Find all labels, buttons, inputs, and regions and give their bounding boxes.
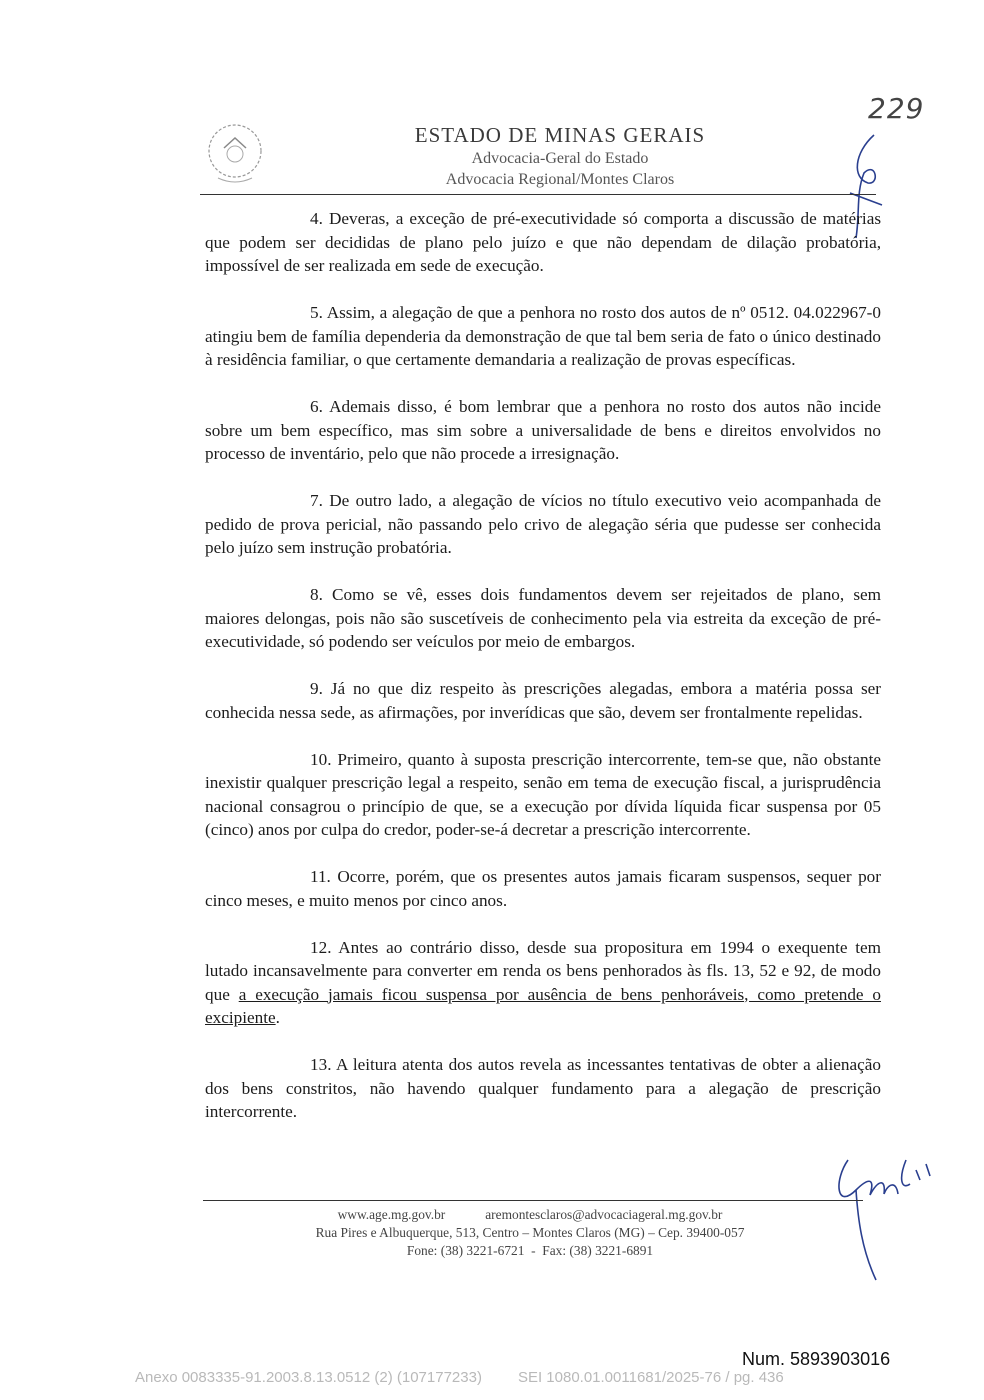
paragraph-4: 4. Deveras, a exceção de pré-executividade só comporta a discussão de matérias que podem ser decididas de plano pelo juízo e que não dependam de dilação probatória, impossível de ser realizada em sede de execução. xyxy=(205,209,882,275)
paragraph-6: 6. Ademais disso, é bom lembrar que a penhora no rosto dos autos não incide sobre um bem específico, mas sim sobre a universalidade de bens e direitos envolvidos no processo de inventário, pelo que não procede a irresignação. xyxy=(205,397,881,463)
paragraph-7: 7. De outro lado, a alegação de vícios no título executivo veio acompanhada de pedido de prova pericial, não passando pelo crivo de alegação séria que pudesse ser conhecida pelo juízo sem instrução probatória. xyxy=(205,491,882,557)
document-body xyxy=(205,207,881,1147)
annex-id: Anexo 0083335-91.2003.8.13.0512 (2) (107177233) xyxy=(135,1369,482,1386)
underlined-statement: a execução jamais ficou suspensa por ausência de bens penhoráveis, como pretende o excipiente xyxy=(205,984,881,1027)
state-name: ESTADO DE MINAS GERAIS xyxy=(414,123,706,147)
letterhead xyxy=(200,118,880,194)
paragraph-9: 9. Já no que diz respeito às prescrições alegadas, embora a matéria possa ser conhecida nessa sede, as afirmações, por inverídicas que são, devem ser frontalmente repelidas. xyxy=(205,679,881,722)
paragraph-8: 8. Como se vê, esses dois fundamentos devem ser rejeitados de plano, sem maiores delongas, pois não são suscetíveis de conhecimento pela via estreita da exceção de pré-executividade, só podendo ser veículos por meio de embargos. xyxy=(205,585,882,651)
sei-reference: SEI 1080.01.0011681/2025-76 / pg. 436 xyxy=(517,1369,784,1386)
footer-email: aremontesclaros@advocaciageral.mg.gov.br xyxy=(485,1207,723,1222)
paragraph-10: 10. Primeiro, quanto à suposta prescrição intercorrente, tem-se que, não obstante inexistir qualquer prescrição legal a respeito, senão em tema de execução fiscal, a jurisprudência nacional consagrou o princípio de que, se a execução por dívida líquida ficar suspensa por 05 (cinco) anos por culpa do credor, poder-se-á decretar a prescrição intercorrente. xyxy=(205,749,881,839)
header-divider xyxy=(200,194,876,195)
footer-address: Rua Pires e Albuquerque, 513, Centro – Montes Claros (MG) – Cep. 39400-057 xyxy=(315,1225,745,1240)
paragraph-5: 5. Assim, a alegação de que a penhora no rosto dos autos de nº 0512. 04.022967-0 atingiu bem de família dependeria da demonstração de que tal bem seria de fato o único destinado à residência familiar, o que certamente demandaria a realização de provas específicas. xyxy=(205,303,881,369)
handwritten-page-number: 229 xyxy=(868,92,925,125)
document-number-stamp: Num. 5893903016 xyxy=(742,1349,891,1369)
letterhead-text xyxy=(200,122,880,190)
paragraph-12: 12. Antes ao contrário disso, desde sua propositura em 1994 o exequente tem lutado incansavelmente para converter em renda os bens penhorados às fls. 13, 52 e 92, de modo que a execução jamais ficou suspensa por ausência de bens penhoráveis, como pretende o excipiente. xyxy=(205,937,881,1027)
footer-divider xyxy=(203,1200,863,1201)
footer-website: www.age.mg.gov.br xyxy=(337,1207,446,1222)
letterhead-footer xyxy=(200,1206,860,1260)
agency-name: Advocacia-Geral do Estado xyxy=(471,150,649,167)
footer-phones: Fone: (38) 3221-6721 - Fax: (38) 3221-6891 xyxy=(406,1243,654,1258)
paragraph-13: 13. A leitura atenta dos autos revela as incessantes tentativas de obter a alienação dos bens constritos, não havendo qualquer fundamento para a alegação de prescrição intercorrente. xyxy=(205,1055,881,1121)
paragraph-11: 11. Ocorre, porém, que os presentes autos jamais ficaram suspensos, sequer por cinco meses, e muito menos por cinco anos. xyxy=(205,867,881,910)
annex-reference xyxy=(135,1369,895,1386)
regional-office-name: Advocacia Regional/Montes Claros xyxy=(445,171,675,188)
